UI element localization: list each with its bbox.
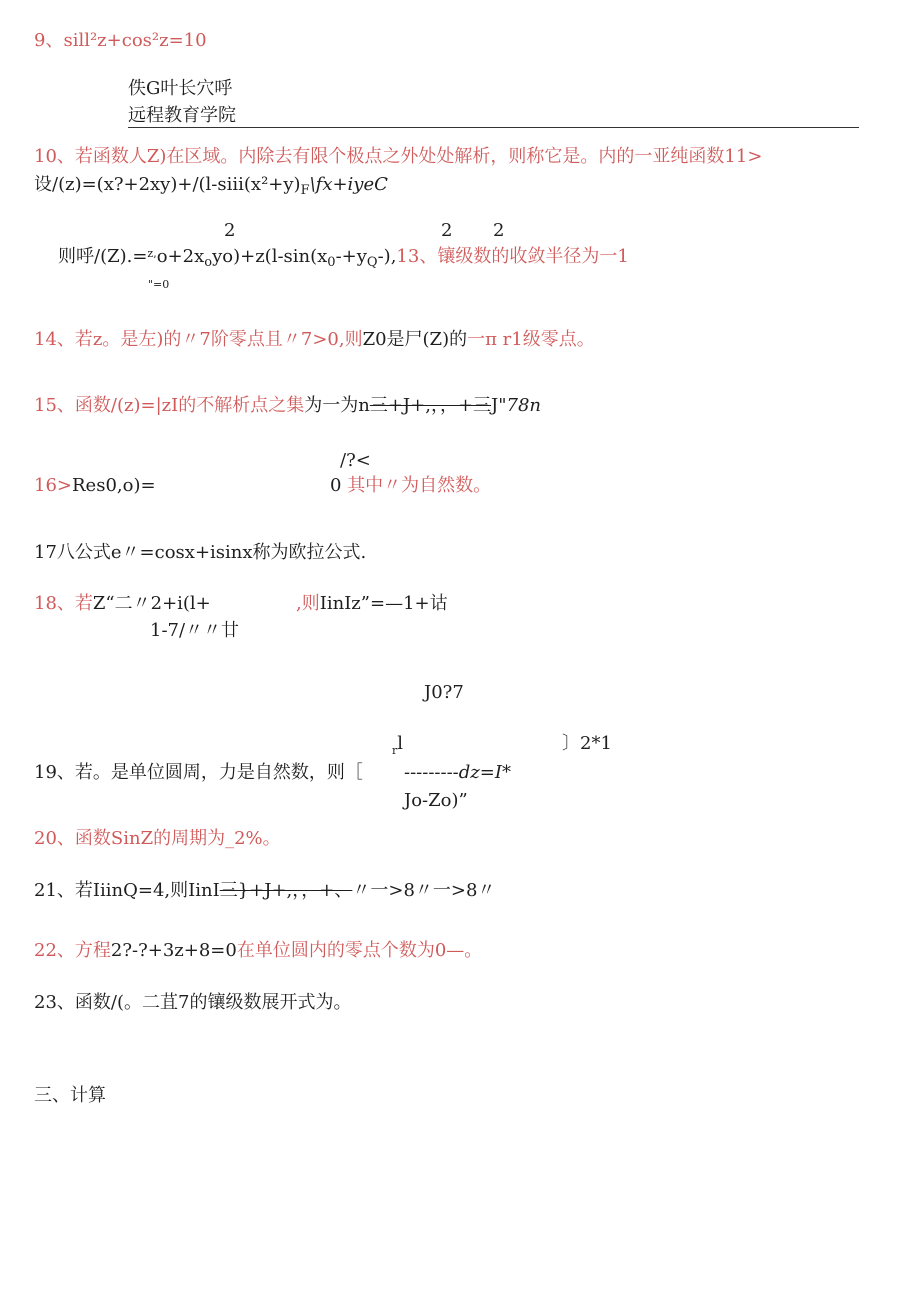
item-11-sub: F: [300, 183, 310, 198]
item-11-text: 设/(z)=(x?+2xy)+/(l-siii(x²+y): [34, 174, 301, 195]
item-16-c: 其中〃为自然数。: [347, 475, 492, 496]
item-14: [34, 329, 595, 351]
item-22-c: 在单位圆内的零点个数为0—。: [236, 940, 483, 961]
header-divider: [128, 127, 859, 128]
item-14-b: Z0是尸(Z)的: [362, 329, 468, 350]
item-19-dash: ---------: [404, 762, 459, 783]
item-15-tail: J: [491, 395, 499, 416]
item-10: 10、若函数人Z)在区域。内除去有限个极点之外处处解析，则称它是。内的一亚纯函数11>: [34, 146, 763, 167]
item-16-right: [330, 475, 491, 497]
item-15-strike: 三+J+,，，+三: [369, 395, 492, 416]
item-12-sup-a: 2: [224, 220, 236, 241]
item-15-a: 15、函数/(z)=|zI的不解析点之集: [34, 395, 305, 416]
item-19-right: 〕2*1: [562, 733, 612, 754]
item-21-a: 21、若IiinQ=4,则IinI: [34, 880, 220, 901]
item-12-sup-b: 2: [441, 220, 453, 241]
item-19-bottom: Jo-Zo)”: [404, 790, 468, 811]
item-12-under: "=0: [148, 278, 170, 291]
item-19-r: [392, 733, 403, 758]
item-21: [34, 880, 495, 902]
item-16-top: /?<: [340, 450, 371, 471]
item-18-d: IinIz”=—1+诂: [319, 593, 448, 614]
section-3-title: 三、计算: [34, 1085, 106, 1106]
item-22-a: 22、方程: [34, 940, 111, 961]
item-16: [34, 475, 156, 497]
item-19-top: J0?7: [424, 682, 464, 703]
item-12-part2: o+2x: [156, 246, 205, 267]
item-21-b: 〃一>8〃一>8〃: [352, 880, 496, 901]
item-14-c: 一π r1级零点。: [467, 329, 595, 350]
item-16-b: Res0,o)=: [72, 475, 156, 496]
item-16-zero: 0: [330, 475, 342, 496]
item-12-sub-q: Q: [366, 255, 378, 270]
item-22-b: 2?-?+3z+8=0: [110, 940, 237, 961]
item-12-sup-c: 2: [493, 220, 505, 241]
item-15-ital: "78n: [498, 395, 542, 416]
item-12-sub-o: o: [204, 255, 213, 270]
item-16-a: 16>: [34, 475, 72, 496]
item-11-tail: \fx+iyeC: [309, 174, 388, 195]
item-19-r1: l: [397, 733, 404, 754]
item-12-part4: -+y: [335, 246, 367, 267]
item-19-integrand: [404, 762, 511, 784]
item-15: [34, 395, 541, 417]
item-14-a: 14、若z。是左)的〃7阶零点且〃7>0,则: [34, 329, 363, 350]
item-12-part1: 则呼/(Z).=: [58, 246, 148, 267]
item-9: 9、sill²z+cos²z=10: [34, 30, 207, 51]
item-19-main: 19、若。是单位圆周，力是自然数，则［: [34, 762, 363, 783]
item-12-small: z,: [147, 247, 157, 260]
item-18-a: 18、若: [34, 593, 93, 614]
item-12-part3: yo)+z(l-sin(x: [212, 246, 328, 267]
item-18-right: [296, 593, 448, 615]
item-19-r-sub: r: [392, 744, 398, 757]
item-20: 20、函数SinZ的周期为_2%。: [34, 828, 281, 849]
item-19-ital: dz=I*: [458, 762, 511, 783]
school-logo-line1: 佚G叶长穴呼: [128, 78, 233, 99]
school-logo-line2: 远程教育学院: [128, 105, 236, 126]
item-13: 13、镶级数的收敛半径为一1: [396, 246, 629, 267]
item-17: 17八公式e〃=cosx+isinx称为欧拉公式.: [34, 542, 367, 563]
item-18-line2: 1-7/〃〃廿: [150, 620, 240, 641]
item-12-part5: -),: [377, 246, 397, 267]
item-22: [34, 940, 482, 962]
item-23: 23、函数/(。二苴7的镶级数展开式为。: [34, 992, 352, 1013]
item-15-b: 为一为n: [304, 395, 370, 416]
item-18: [34, 593, 211, 615]
item-12-formula: [58, 246, 629, 271]
item-18-c: ,则: [296, 593, 320, 614]
item-11-formula: [34, 174, 388, 199]
item-19: [34, 762, 363, 784]
item-12-sub-0: 0: [327, 255, 336, 270]
item-18-b: Z“二〃2+i(l+: [92, 593, 211, 614]
item-21-strike: 三}+J+,，，+、: [219, 880, 353, 901]
